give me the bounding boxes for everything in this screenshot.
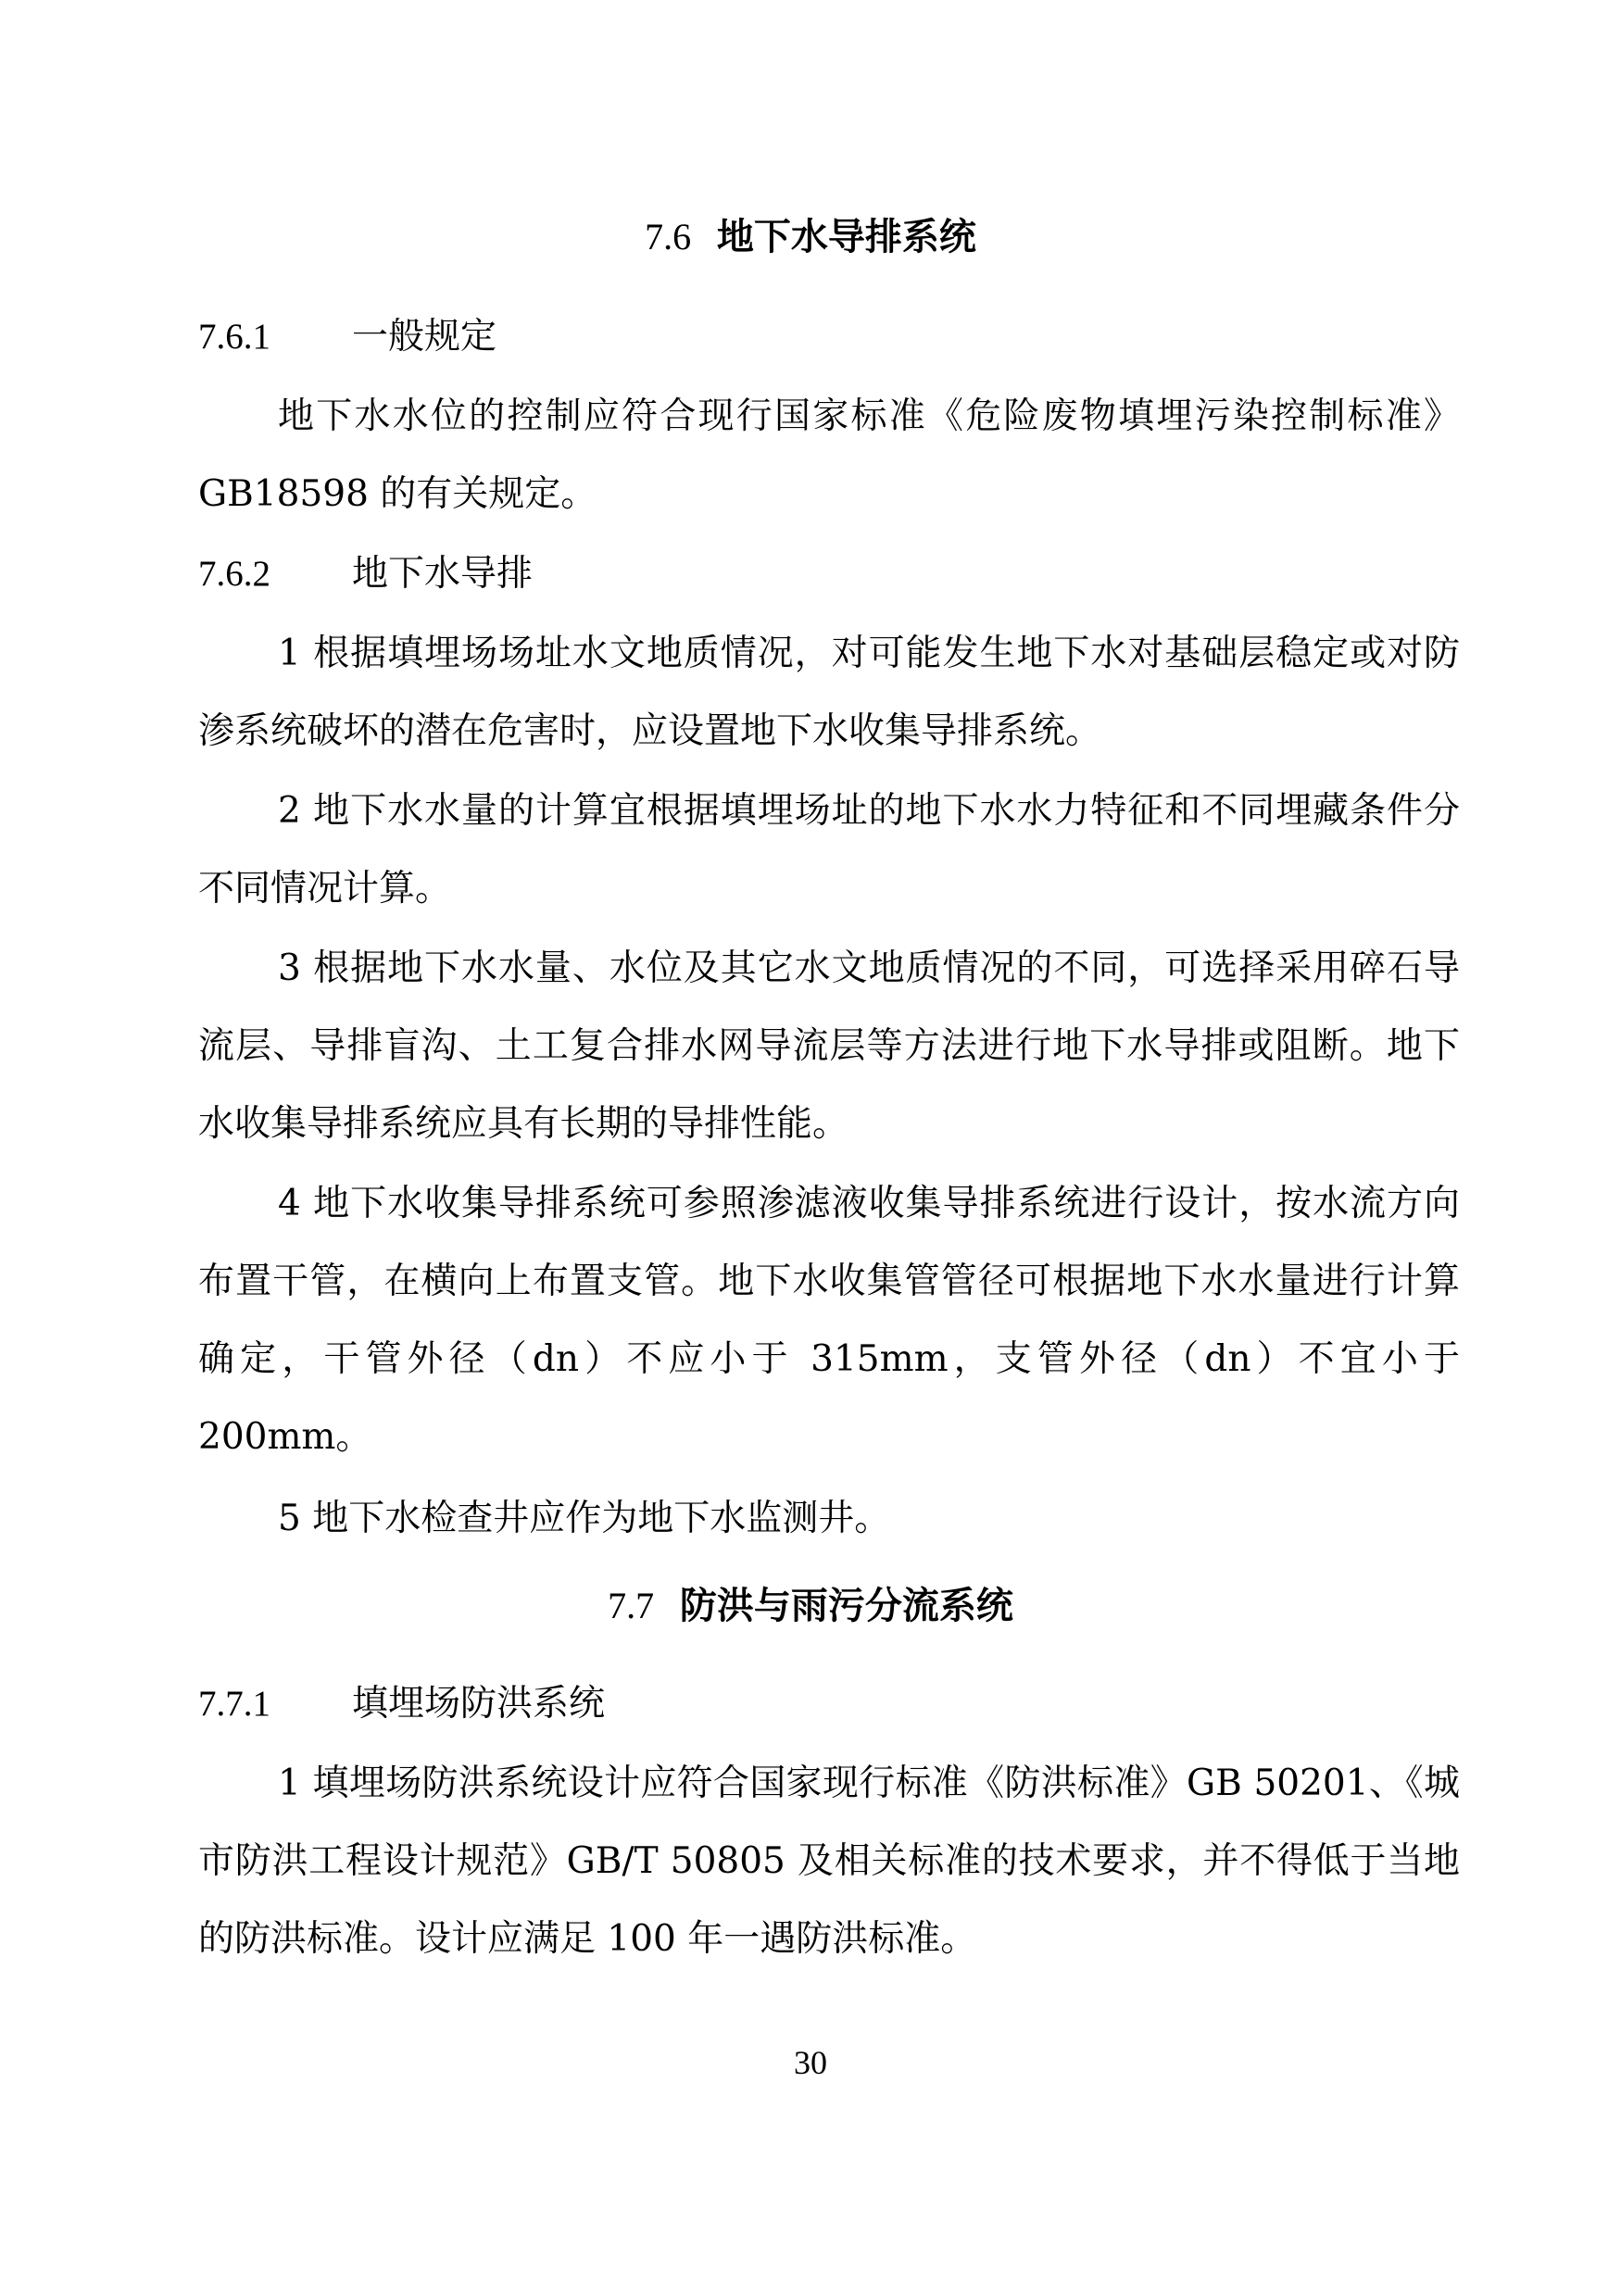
list-item-7-6-2-4: 4 地下水收集导排系统可参照渗滤液收集导排系统进行设计，按水流方向布置干管，在横向上布置支管。地下水收集管管径可根据地下水水量进行计算确定，干管外径（dn）不应小于 315mm，支管外径（dn）不宜小于 200mm。: [198, 1183, 1460, 1458]
section-title: 地下水导排系统: [716, 216, 976, 258]
list-item-7-6-2-1: 1 根据填埋场场址水文地质情况，对可能发生地下水对基础层稳定或对防渗系统破坏的潜在危害时，应设置地下水收集导排系统。: [198, 633, 1460, 752]
section-heading-7-6: [0, 209, 1621, 265]
section-number: 7.6: [645, 216, 692, 257]
clause-title: 地下水导排: [352, 553, 534, 595]
list-item-7-7-1-1: 1 填埋场防洪系统设计应符合国家现行标准《防洪标准》GB 50201、《城市防洪工程设计规范》GB/T 50805 及相关标准的技术要求，并不得低于当地的防洪标准。设计应满足 100 年一遇防洪标准。: [198, 1763, 1460, 1960]
list-item-7-6-2-5: 5 地下水检查井应作为地下水监测井。: [278, 1498, 891, 1539]
clause-title: 填埋场防洪系统: [352, 1683, 606, 1725]
section-number: 7.7: [608, 1585, 655, 1626]
list-item-7-6-2-3: 3 根据地下水水量、水位及其它水文地质情况的不同，可选择采用碎石导流层、导排盲沟、土工复合排水网导流层等方法进行地下水导排或阻断。地下水收集导排系统应具有长期的导排性能。: [198, 947, 1460, 1145]
clause-heading-7-7-1: [198, 1676, 605, 1732]
paragraph-7-6-1: 地下水水位的控制应符合现行国家标准《危险废物填埋污染控制标准》GB18598 的有关规定。: [198, 395, 1460, 515]
section-title: 防洪与雨污分流系统: [679, 1585, 1013, 1627]
section-heading-7-7: [0, 1578, 1621, 1634]
clause-title: 一般规定: [352, 316, 497, 358]
clause-number: 7.6.1: [198, 317, 270, 357]
clause-number: 7.6.2: [198, 554, 270, 594]
clause-heading-7-6-1: [198, 309, 496, 365]
list-item-7-6-2-2: 2 地下水水量的计算宜根据填埋场址的地下水水力特征和不同埋藏条件分不同情况计算。: [198, 790, 1460, 910]
page-number: 30: [794, 2044, 827, 2081]
clause-heading-7-6-2: [198, 546, 533, 602]
clause-number: 7.7.1: [198, 1684, 270, 1724]
